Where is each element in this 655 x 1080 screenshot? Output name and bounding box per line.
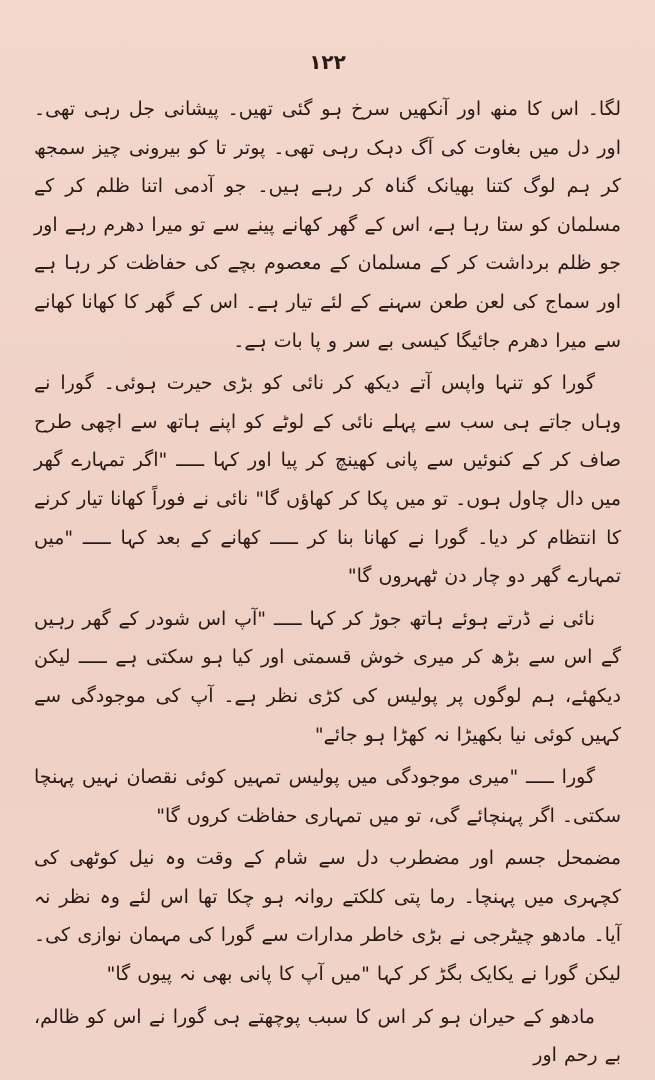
page-text <box>34 90 621 1075</box>
paragraph: گورا کو تنہا واپس آتے دیکھ کر نائی کو بڑی حیرت ہوئی۔ گورا نے وہاں جاتے ہی سب سے پہلے نائی کے لوٹے کو اپنے ہاتھ سے اچھی طرح صاف کر کے کنوئیں سے پانی کھینچ کر پیا اور کہا ـــــ "اگر تمہارے گھر میں دال چاول ہوں۔ تو میں پکا کر کھاؤں گا" نائی نے فوراً کھانا تیار کرنے کا انتظام کر دیا۔ گورا نے کھانا بنا کر ـــــ کھانے کے بعد کہا ـــــ "میں تمہارے گھر دو چار دن ٹھہروں گا" <box>34 372 621 588</box>
paragraph: نائی نے ڈرتے ہوئے ہاتھ جوڑ کر کہا ـــــ "آپ اس شودر کے گھر رہیں گے اس سے بڑھ کر میری خوش قسمتی اور کیا ہو سکتی ہے ـــــ لیکن دیکھئے، ہم لوگوں پر پولیس کی کڑی نظر ہے۔ آپ کی موجودگی سے کہیں کوئی نیا بکھیڑا نہ کھڑا ہو جائے" <box>34 607 621 746</box>
paragraph: مضمحل جسم اور مضطرب دل سے شام کے وقت وہ نیل کوٹھی کی کچہری میں پہنچا۔ رما پتی کلکتے روانہ ہو چکا تھا اس لئے وہ نظر نہ آیا۔ مادھو چیٹرجی نے بڑی خاطر مدارات سے گورا کی مہمان نوازی کی۔ لیکن گورا نے یکایک بگڑ کر کہا "میں آپ کا پانی بھی نہ پیوں گا" <box>34 847 621 986</box>
paragraph: لگا۔ اس کا منھ اور آنکھیں سرخ ہو گئی تھیں۔ پیشانی جل رہی تھی۔ اور دل میں بغاوت کی آگ دہک رہی تھی۔ پوتر تا کو بیرونی چیز سمجھ کر ہم لوگ کتنا بھیانک گناہ کر رہے ہیں۔ جو آدمی اتنا ظلم کر کے مسلمان کو ستا رہا ہے، اس کے گھر کھانے پینے سے تو میرا دھرم رہے اور جو ظلم برداشت کر کے مسلمان کے معصوم بچے کی حفاظت کر رہا ہے اور سماج کی لعن طعن سہنے کے لئے تیار ہے۔ اس کے گھر کا کھانا کھانے سے میرا دھرم جائیگا کیسی بے سر و پا بات ہے۔ <box>34 98 621 352</box>
paragraph: مادھو کے حیران ہو کر اس کا سبب پوچھتے ہی گورا نے اس کو ظالم، بے رحم اور <box>34 1005 621 1067</box>
page-number: ۱۲۲ <box>309 50 346 74</box>
paragraph: گورا ـــــ "میری موجودگی میں پولیس تمہیں کوئی نقصان نہیں پہنچا سکتی۔ اگر پہنچائے گی، تو میں تمہاری حفاظت کروں گا" <box>34 766 621 827</box>
